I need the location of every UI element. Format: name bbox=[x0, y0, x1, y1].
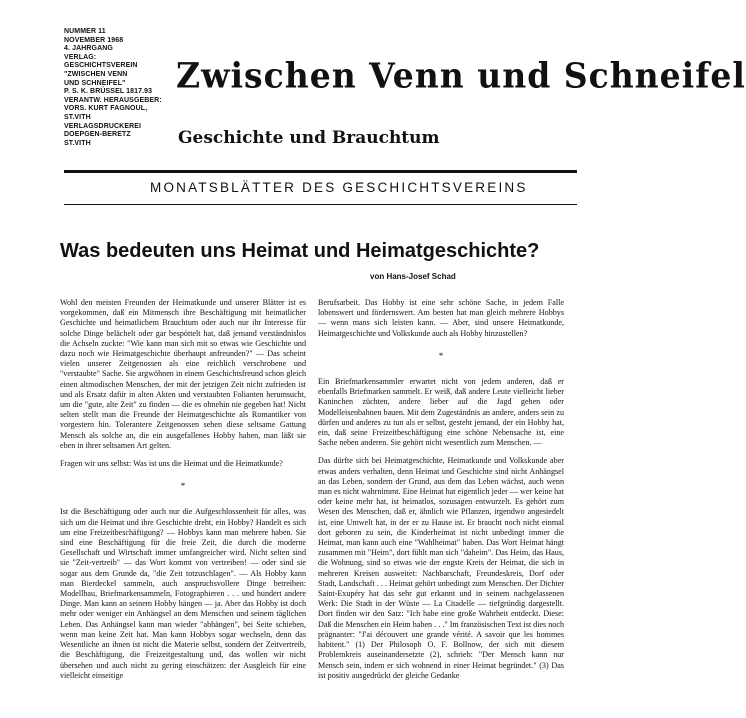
info-line: NUMMER 11 bbox=[64, 28, 106, 35]
publication-info bbox=[64, 28, 176, 148]
info-line: VERANTW. HERAUSGEBER: bbox=[64, 96, 162, 104]
info-line: VERLAG: bbox=[64, 53, 97, 61]
info-line: UND SCHNEIFEL" bbox=[64, 79, 126, 87]
info-line: NOVEMBER 1968 bbox=[64, 36, 124, 44]
series-label: MONATSBLÄTTER DES GESCHICHTSVEREINS bbox=[150, 180, 528, 195]
masthead-rule bbox=[64, 170, 577, 173]
info-line: ST.VITH bbox=[64, 113, 91, 121]
section-separator: * bbox=[180, 481, 186, 492]
section-rule bbox=[64, 204, 577, 205]
paragraph: Ist die Beschäftigung oder auch nur die Aufgeschlossenheit für alles, was sich um die Heimat und ihre Geschichte dreht, ein Hobby? Handelt es sich um eine Freizeitbeschäftigung? — Hobbys kann man mehrere haben. Sie sind eine Beschäftigung für die freie Zeit, die durch die moderne Gesellschaft und Wirtschaft immer umfangreicher wird. Nicht selten sind sie "Zeit-vertreib" — das Wort kommt von vertreiben! — oder sind sie sogar aus dem Grunde da, "die Zeit totzuschlagen". — Als Hobby kann man Bierdeckel sammeln, auch anspruchsvollere Dinge betreiben: Modellbau, Briefmarkensammeln, Fotographieren . . . und hundert andere Dinge. Man kann an seinem Hobby hängen — ja. Aber das Hobby ist doch mehr oder weniger ein Anhängsel an dem Menschen und seinem täglichen Leben. Das Anhängsel kann man wieder "abhängen", bei Seite schieben, wenn man keine Zeit hat. Man kann Hobbys sogar wechseln, denn das Wesentliche an ihnen ist nicht die Materie selbst, sondern der Zeitvertreib, die Beschäftigung, die Freizeitgestaltung und, das wollen wir nicht übersehen und auch nicht zu gering einschätzen: der Ausgleich für eine vielleicht einseitige bbox=[60, 507, 306, 680]
paragraph: Fragen wir uns selbst: Was ist uns die Heimat und die Heimatkunde? bbox=[60, 459, 283, 469]
info-line: VORS. KURT FAGNOUL, bbox=[64, 105, 148, 113]
info-line: P. S. K. BRÜSSEL 1817.93 bbox=[64, 88, 153, 96]
article-column-right bbox=[318, 298, 564, 689]
info-line: VERLAGSDRUCKEREI bbox=[64, 122, 142, 130]
paragraph: Ein Briefmarkensammler erwartet nicht von jedem anderen, daß er ebenfalls Briefmarken sammelt. Er weiß, daß andere Leute vielleicht lieber Kaninchen züchten, andere lieber auf die Jagd gehen oder Modelleisenbahnen bauen. Mit dem Zugeständnis an andere, anders sein zu dürfen und anderes zu tun als er selbst, gesteht jemand, der ein Hobby hat, ein, daß seine Freizeitbeschäftigung eine schöne Nebensache ist, eine Sache neben anderen. Sie gehört nicht wesentlich zum Menschen. — bbox=[318, 377, 564, 448]
info-line: GESCHICHTSVEREIN bbox=[64, 62, 138, 70]
info-line: DOEPGEN-BERETZ bbox=[64, 131, 131, 139]
info-line: ST.VITH bbox=[64, 139, 91, 147]
article-headline: Was bedeuten uns Heimat und Heimatgeschichte? bbox=[60, 240, 540, 262]
section-separator: * bbox=[438, 350, 444, 361]
masthead-title: Zwischen Venn und Schneifel bbox=[176, 54, 746, 96]
paragraph: Wohl den meisten Freunden der Heimatkunde und unserer Blätter ist es vorgekommen, daß ein Mitmensch ihre Beschäftigung mit heimatlicher Geschichte und heimatlichem Brauchtum oder auch nur ihr Interesse für solche Dinge belächelt oder gar bespöttelt hat, daß jemand verständnislos die Achseln zuckte: "Wie kann man sich mit so etwas wie Geschichte und dazu noch wie Heimatgeschichte überhaupt anfreunden?" — Das scheint vielen unserer Zeitgenossen als eine reichlich verschrobene und "verstaubte" Sache. Sie argwöhnen in einem Geschichtsfreund schon gleich einen altmodischen Menschen, der mit der jetzigen Zeit nicht zufrieden ist und als Ersatz dafür in alten Akten und verstaubten Folianten herumsucht, um die "gute, alte Zeit" zu finden — die es ohnehin nie gegeben hat! Nicht selten stellt man die Freunde der Heimatgeschichte als Romantiker von vorgestern hin. Tolerantere Zeitgenossen sehen diese seltsame Gattung Mensch als solche an, die ein ausgefallenes Hobby haben, man läßt sie eben in ihrer seltsamen Art gelten. bbox=[60, 298, 306, 450]
article-column-left bbox=[60, 298, 306, 689]
paragraph: Berufsarbeit. Das Hobby ist eine sehr schöne Sache, in jedem Falle lobenswert und fördernswert. Am besten hat man gleich mehrere Hobbys — wenn mans sich leisten kann. — Aber, sind unsere Heimatkunde, Heimatgeschichte und Volkskunde auch als Hobby hinzustellen? bbox=[318, 298, 564, 338]
article-byline: von Hans-Josef Schad bbox=[370, 272, 456, 281]
paragraph: Das dürfte sich bei Heimatgeschichte, Heimatkunde und Volkskunde aber etwas anders verhalten, denn Heimat und Geschichte sind nicht Anhängsel an das Leben, sondern der Grund, aus dem das Leben wächst, auch wenn man es nicht wahrnimmt. Eine Heimat hat eigentlich jeder — wer keine hat oder keine mehr hat, ist heimatlos, sozusagen entwurzelt. Es gehört zum Wesen des Menschen, daß er, ähnlich wie Pflanzen, irgendwo angesiedelt ist, eine Umwelt hat, in der er zu Hause ist. Er braucht noch nicht einmal dort geboren zu sein, die Kinderheimat ist nicht unbedingt immer die Heimat, man kann auch eine "Wahlheimat" haben. Das Wort Heimat hängt zusammen mit "Heim", dort fühlt man sich "daheim". Das Heim, das Haus, die Wohnung, sind so etwas wie der engste Kreis der Heimat, die sich in mehreren Kreisen ausweitet: Nachbarschaft, Freundeskreis, Dorf oder Stadt, Landschaft . . . Heimat gehört unbedingt zum Menschen. Der Dichter Saint-Exupéry hat das sehr gut erkannt und in seinem nachgelassenen Werk: Die Stadt in der Wüste — La Citadelle — tiefgründig dargestellt. Dort finden wir den Satz: "Ich habe eine große Wahrheit entdeckt. Diese: Daß die Menschen ein Heim haben . . ." Im französischen Text ist dies noch prägnanter: "J'ai découvert une grande vérité. A savoir que les hommes habitent." (1) Der Philosoph O. F. Bollnow, der sich mit diesem Problemkreis auseinandersetzte (2), schrieb: "Der Mensch kann nur Mensch sein, indem er sich wohnend in einer Heimat begründet." (3) Das ist positiv ausgedrückt der gleiche Gedanke bbox=[318, 456, 564, 680]
info-line: 4. JAHRGANG bbox=[64, 45, 113, 53]
masthead-subtitle: Geschichte und Brauchtum bbox=[178, 128, 440, 148]
info-line: "ZWISCHEN VENN bbox=[64, 70, 128, 78]
